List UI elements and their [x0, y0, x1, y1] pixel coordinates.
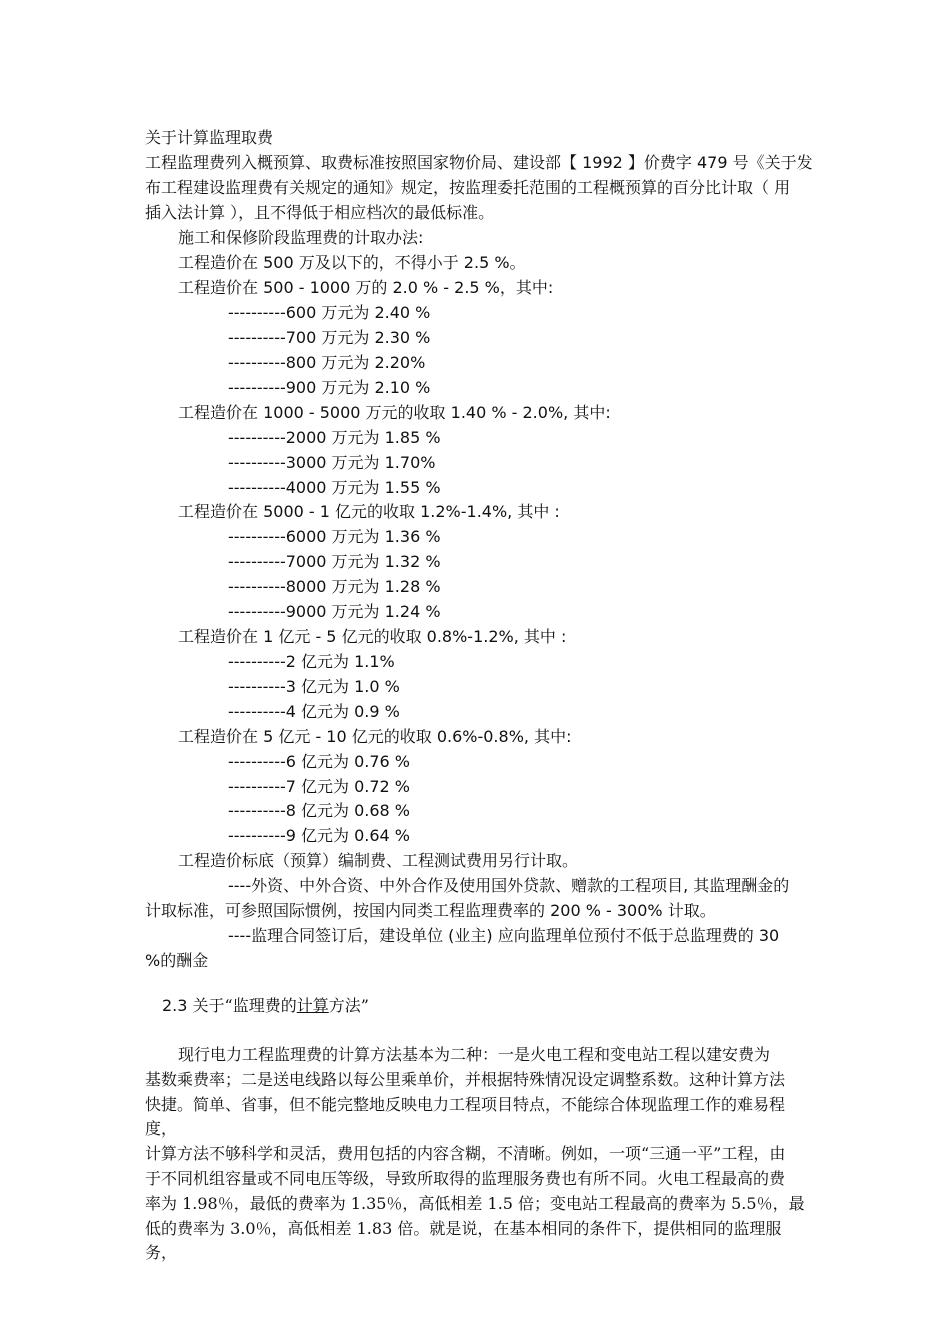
- extra-fee-line: 工程造价标底（预算）编制费、工程测试费用另行计取。: [178, 851, 579, 870]
- intro-line-3: 插入法计算 ），且不得低于相应档次的最低标准。: [145, 203, 495, 222]
- prepay-note-line-1: ----监理合同签订后，建设单位 (业主) 应向监理单位预付不低于总监理费的 30: [228, 926, 780, 945]
- tier-line: 工程造价在 5 亿元 - 10 亿元的收取 0.6%-0.8%, 其中:: [178, 727, 572, 746]
- paragraph-line: 快捷。简单、省事，但不能完整地反映电力工程项目特点，不能综合体现监理工作的难易程度，: [145, 1094, 786, 1139]
- paragraph-line: [145, 1043, 810, 1068]
- tier-item: ----------600 万元为 2.40 %: [228, 303, 431, 322]
- tier-line: 工程造价在 1 亿元 - 5 亿元的收取 0.8%-1.2%, 其中 :: [178, 627, 567, 646]
- tier-item: ----------9000 万元为 1.24 %: [228, 602, 441, 621]
- tier-item: ----------4000 万元为 1.55 %: [228, 478, 441, 497]
- tier-item: ----------7000 万元为 1.32 %: [228, 552, 441, 571]
- section-title-start: 关于“监理费的: [187, 996, 297, 1015]
- section-heading: [162, 996, 369, 1016]
- paragraph-line: 于不同机组容量或不同电压等级，导致所取得的监理服务费也有所不同。火电工程最高的费: [145, 1168, 786, 1188]
- paragraph-line-text: 现行电力工程监理费的计算方法基本为二种：一是火电工程和变电站工程以建安费为: [178, 1045, 771, 1064]
- body-paragraph: [145, 1043, 810, 1266]
- tier-line: 工程造价在 5000 - 1 亿元的收取 1.2%-1.4%, 其中 :: [178, 502, 560, 521]
- paragraph-line: 计算方法不够科学和灵活，费用包括的内容含糊，不清晰。例如，一项“三通一平”工程，由: [145, 1144, 786, 1164]
- tier-item: ----------7 亿元为 0.72 %: [228, 777, 411, 796]
- intro-line-1: 工程监理费列入概预算、取费标准按照国家物价局、建设部【 1992 】价费字 479 号《关于发: [145, 153, 813, 172]
- method-heading: 施工和保修阶段监理费的计取办法:: [178, 228, 424, 247]
- tier-item: ----------900 万元为 2.10 %: [228, 378, 431, 397]
- tier-item: ----------2000 万元为 1.85 %: [228, 428, 441, 447]
- prepay-note-line-2: %的酬金: [145, 951, 209, 970]
- tier-item: ----------6 亿元为 0.76 %: [228, 752, 411, 771]
- doc-title: 关于计算监理取费: [145, 128, 274, 147]
- tier-item: ----------800 万元为 2.20%: [228, 353, 426, 372]
- tier-item: ----------4 亿元为 0.9 %: [228, 702, 400, 721]
- paragraph-line: 率为 1.98％，最低的费率为 1.35％，高低相差 1.5 倍；变电站工程最高的费率为 5.5％，最: [145, 1193, 805, 1213]
- foreign-note-line-2: 计取标准，可参照国际惯例，按国内同类工程监理费率的 200 % - 300% 计取。: [145, 901, 716, 920]
- section-number: 2.3: [162, 996, 188, 1015]
- tier-item: ----------3000 万元为 1.70%: [228, 453, 436, 472]
- tier-item: ----------2 亿元为 1.1%: [228, 652, 395, 671]
- tier-line: 工程造价在 500 万及以下的，不得小于 2.5 %。: [178, 253, 526, 272]
- tier-item: ----------6000 万元为 1.36 %: [228, 527, 441, 546]
- paragraph-line: 低的费率为 3.0％，高低相差 1.83 倍。就是说，在基本相同的条件下，提供相同的监理服务，: [145, 1218, 782, 1263]
- tier-item: ----------9 亿元为 0.64 %: [228, 826, 411, 845]
- tier-line: 工程造价在 1000 - 5000 万元的收取 1.40 % - 2.0%, 其中:: [178, 403, 611, 422]
- tier-item: ----------700 万元为 2.30 %: [228, 328, 431, 347]
- tier-item: ----------3 亿元为 1.0 %: [228, 677, 400, 696]
- section-title-underlined: 计算: [296, 996, 329, 1015]
- foreign-note-line-1: ----外资、中外合资、中外合作及使用国外贷款、赠款的工程项目, 其监理酬金的: [228, 876, 790, 895]
- tier-line: 工程造价在 500 - 1000 万的 2.0 % - 2.5 %，其中:: [178, 278, 554, 297]
- section-title-end: 方法”: [328, 996, 369, 1015]
- tier-item: ----------8 亿元为 0.68 %: [228, 801, 411, 820]
- paragraph-line: 基数乘费率；二是送电线路以每公里乘单价，并根据特殊情况设定调整系数。这种计算方法: [145, 1069, 786, 1089]
- tier-item: ----------8000 万元为 1.28 %: [228, 577, 441, 596]
- intro-line-2: 布工程建设监理费有关规定的通知》规定，按监理委托范围的工程概预算的百分比计取（ 用: [145, 178, 791, 197]
